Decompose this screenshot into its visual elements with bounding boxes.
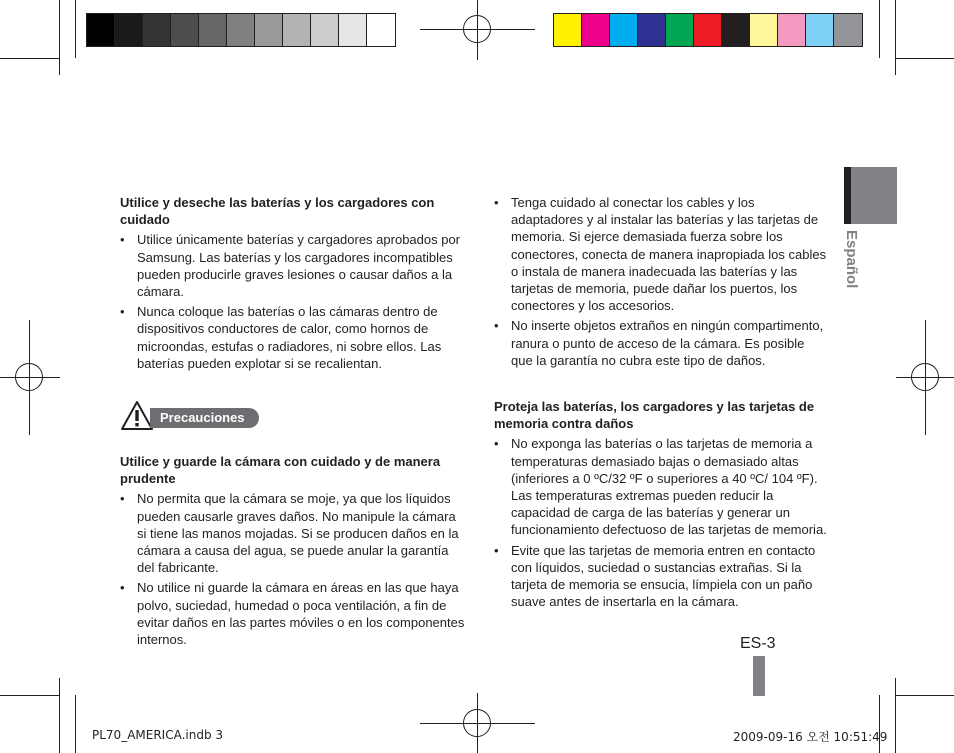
color-swatch bbox=[694, 14, 722, 46]
bullet-list bbox=[494, 194, 829, 369]
crop-mark bbox=[0, 695, 59, 696]
color-swatch bbox=[554, 14, 582, 46]
crop-mark bbox=[0, 58, 59, 59]
crop-mark bbox=[895, 678, 896, 753]
page-tab-bar bbox=[753, 656, 765, 696]
crop-mark bbox=[75, 0, 76, 58]
color-swatch bbox=[834, 14, 862, 46]
list-item: • Evite que las tarjetas de memoria entren en contacto con líquidos, suciedad o sustancias extrañas. Si la tarjeta de memoria se ensucia, límpiela con un paño suave antes de insertarla en la cámara. bbox=[494, 542, 829, 611]
caution-banner bbox=[120, 400, 265, 432]
color-swatch bbox=[750, 14, 778, 46]
crop-mark bbox=[59, 0, 60, 75]
grayscale-bar bbox=[86, 13, 396, 47]
slug-date: 2009-09-16 오전 10:51:49 bbox=[733, 730, 888, 744]
color-swatch bbox=[610, 14, 638, 46]
list-item: • Tenga cuidado al conectar los cables y los adaptadores y al instalar las baterías y las tarjetas de memoria. Si ejerce demasiada fuerza sobre los conectores, conecta de manera inapropiada los cables o instala de manera inadecuada las baterías y las tarjetas de memoria, puede dañar los puertos, los conectores y los accesorios. bbox=[494, 194, 829, 314]
list-item: • Utilice únicamente baterías y cargadores aprobados por Samsung. Las baterías y los cargadores incompatibles pueden producirle graves lesiones o causar daños a la cámara. bbox=[120, 231, 465, 300]
color-swatch bbox=[171, 14, 199, 46]
list-item: • No permita que la cámara se moje, ya que los líquidos pueden causarle graves daños. No manipule la cámara si tiene las manos mojadas. Si se producen daños en la cámara a causa del agua, se puede anular la garantía del fabricante. bbox=[120, 490, 465, 576]
list-item: • Nunca coloque las baterías o las cámaras dentro de dispositivos conductores de calor, como hornos de microondas, estufas o radiadores, ni sobre ellos. Las baterías pueden explotar si se recalientan. bbox=[120, 303, 465, 372]
section-heading: Proteja las baterías, los cargadores y las tarjetas de memoria contra daños bbox=[494, 399, 815, 432]
section-heading: Utilice y deseche las baterías y los cargadores con cuidado bbox=[120, 195, 435, 228]
crop-mark bbox=[896, 695, 954, 696]
slug-file: PL70_AMERICA.indb 3 bbox=[92, 728, 224, 742]
bullet-list bbox=[120, 231, 465, 372]
color-swatch bbox=[311, 14, 339, 46]
list-item: • No utilice ni guarde la cámara en áreas en las que haya polvo, suciedad, humedad o poca ventilación, a fin de evitar daños en las partes móviles o en los componentes internos. bbox=[120, 579, 465, 648]
warning-icon bbox=[120, 400, 154, 432]
color-swatch bbox=[115, 14, 143, 46]
right-column bbox=[494, 194, 829, 372]
color-swatch bbox=[339, 14, 367, 46]
list-item: • No exponga las baterías o las tarjetas de memoria a temperaturas demasiado bajas o demasiado altas (inferiores a 0 ºC/32 ºF o superiores a 40 ºC/ 104 ºF). Las temperaturas extremas pueden reducir la capacidad de carga de las baterías y generar un funcionamiento defectuoso de las tarjetas de memoria. bbox=[494, 435, 829, 538]
color-swatch bbox=[283, 14, 311, 46]
side-tab bbox=[851, 167, 897, 224]
color-swatch bbox=[367, 14, 395, 46]
list-item: • No inserte objetos extraños en ningún compartimento, ranura o punto de acceso de la cámara. Es posible que la garantía no cubra este tipo de daños. bbox=[494, 317, 829, 369]
side-tab-label: Español bbox=[843, 230, 860, 289]
side-tab-marker bbox=[844, 167, 851, 224]
registration-circle bbox=[15, 363, 43, 391]
registration-circle bbox=[463, 15, 491, 43]
color-bar bbox=[553, 13, 863, 47]
crop-mark bbox=[879, 0, 880, 58]
color-swatch bbox=[87, 14, 115, 46]
left-column-lower bbox=[120, 453, 465, 651]
registration-circle bbox=[911, 363, 939, 391]
color-swatch bbox=[582, 14, 610, 46]
section-heading: Utilice y guarde la cámara con cuidado y de manera prudente bbox=[120, 454, 441, 487]
color-swatch bbox=[227, 14, 255, 46]
registration-circle bbox=[463, 709, 491, 737]
crop-mark bbox=[59, 678, 60, 753]
crop-mark bbox=[75, 695, 76, 753]
caution-label: Precauciones bbox=[150, 408, 259, 428]
bullet-list bbox=[120, 490, 465, 648]
page-number: ES-3 bbox=[740, 635, 776, 652]
crop-mark bbox=[896, 58, 954, 59]
color-swatch bbox=[638, 14, 666, 46]
right-column-lower bbox=[494, 398, 829, 613]
crop-mark bbox=[895, 0, 896, 75]
color-swatch bbox=[666, 14, 694, 46]
color-swatch bbox=[199, 14, 227, 46]
color-swatch bbox=[143, 14, 171, 46]
color-swatch bbox=[255, 14, 283, 46]
bullet-list bbox=[494, 435, 829, 610]
color-swatch bbox=[806, 14, 834, 46]
left-column bbox=[120, 194, 465, 375]
color-swatch bbox=[722, 14, 750, 46]
color-swatch bbox=[778, 14, 806, 46]
